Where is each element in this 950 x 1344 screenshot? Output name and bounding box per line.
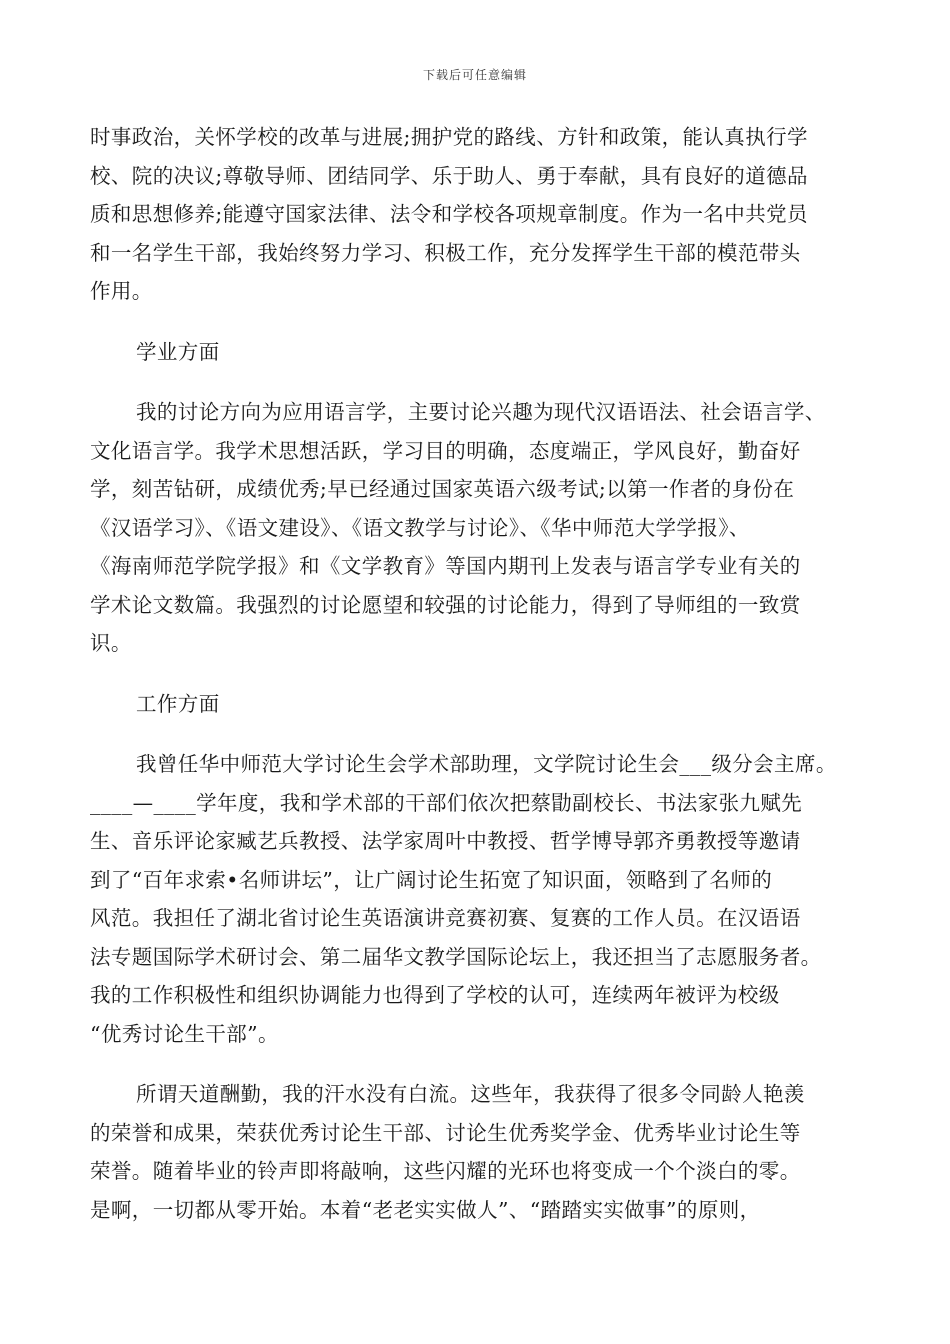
- header-note: 下载后可任意编辑: [422, 68, 527, 82]
- text-line: 作用。: [90, 279, 153, 303]
- document-body: [90, 118, 860, 1229]
- text-line: 法专题国际学术研讨会、第二届华文教学国际论坛上，我还担当了志愿服务者。: [90, 944, 822, 969]
- text-line: 学术论文数篇。我强烈的讨论愿望和较强的讨论能力，得到了导师组的一致赏: [90, 592, 801, 617]
- text-line: 我的讨论方向为应用语言学，主要讨论兴趣为现代汉语语法、社会语言学、: [136, 400, 826, 424]
- section-heading-text: 工作方面: [136, 691, 220, 716]
- text-line: 文化语言学。我学术思想活跃，学习目的明确，态度端正，学风良好，勤奋好: [90, 438, 801, 463]
- text-line: 时事政治，关怀学校的改革与进展;拥护党的路线、方针和政策，能认真执行学: [90, 125, 808, 149]
- text-line: “优秀讨论生干部”。: [90, 1021, 279, 1046]
- text-line: 所谓天道酬勤，我的汗水没有白流。这些年，我获得了很多令同龄人艳羡: [136, 1082, 805, 1106]
- text-line: 《汉语学习》、《语文建设》、《语文教学与讨论》、《华中师范大学学报》、: [90, 515, 750, 540]
- paragraph: [90, 393, 860, 663]
- section-heading: [90, 333, 860, 372]
- text-line: 是啊，一切都从零开始。本着“老老实实做人”、“踏踏实实做事”的原则，: [90, 1197, 761, 1222]
- section-heading-text: 学业方面: [136, 339, 220, 364]
- text-line: 《海南师范学院学报》和《文学教育》等国内期刊上发表与语言学专业有关的: [90, 554, 801, 578]
- text-line: 识。: [90, 631, 132, 655]
- text-line: 荣誉。随着毕业的铃声即将敲响，这些闪耀的光环也将变成一个个淡白的零。: [90, 1159, 801, 1183]
- text-line: 校、院的决议;尊敬导师、团结同学、乐于助人、勇于奉献，具有良好的道德品: [90, 163, 808, 188]
- text-line: 我曾任华中师范大学讨论生会学术部助理，文学院讨论生会___级分会主席。: [136, 752, 837, 776]
- paragraph: [90, 118, 860, 311]
- text-line: 风范。我担任了湖北省讨论生英语演讲竞赛初赛、复赛的工作人员。在汉语语: [90, 906, 801, 930]
- text-line: 学，刻苦钻研，成绩优秀;早已经通过国家英语六级考试;以第一作者的身份在: [90, 477, 795, 501]
- section-heading: [90, 685, 860, 724]
- paragraph: [90, 1075, 860, 1229]
- text-line: ____—____学年度，我和学术部的干部们依次把蔡勖副校长、书法家张九赋先: [90, 790, 803, 815]
- paragraph: [90, 745, 860, 1053]
- text-line: 生、音乐评论家臧艺兵教授、法学家周叶中教授、哲学博导郭齐勇教授等邀请: [90, 829, 801, 853]
- text-line: 到了“百年求索•名师讲坛”，让广阔讨论生拓宽了知识面，领略到了名师的: [90, 867, 773, 892]
- text-line: 我的工作积极性和组织协调能力也得到了学校的认可，连续两年被评为校级: [90, 983, 780, 1007]
- text-line: 和一名学生干部，我始终努力学习、积极工作，充分发挥学生干部的模范带头: [90, 240, 801, 265]
- text-line: 质和思想修养;能遵守国家法律、法令和学校各项规章制度。作为一名中共党员: [90, 202, 808, 226]
- text-line: 的荣誉和成果，荣获优秀讨论生干部、讨论生优秀奖学金、优秀毕业讨论生等: [90, 1120, 801, 1145]
